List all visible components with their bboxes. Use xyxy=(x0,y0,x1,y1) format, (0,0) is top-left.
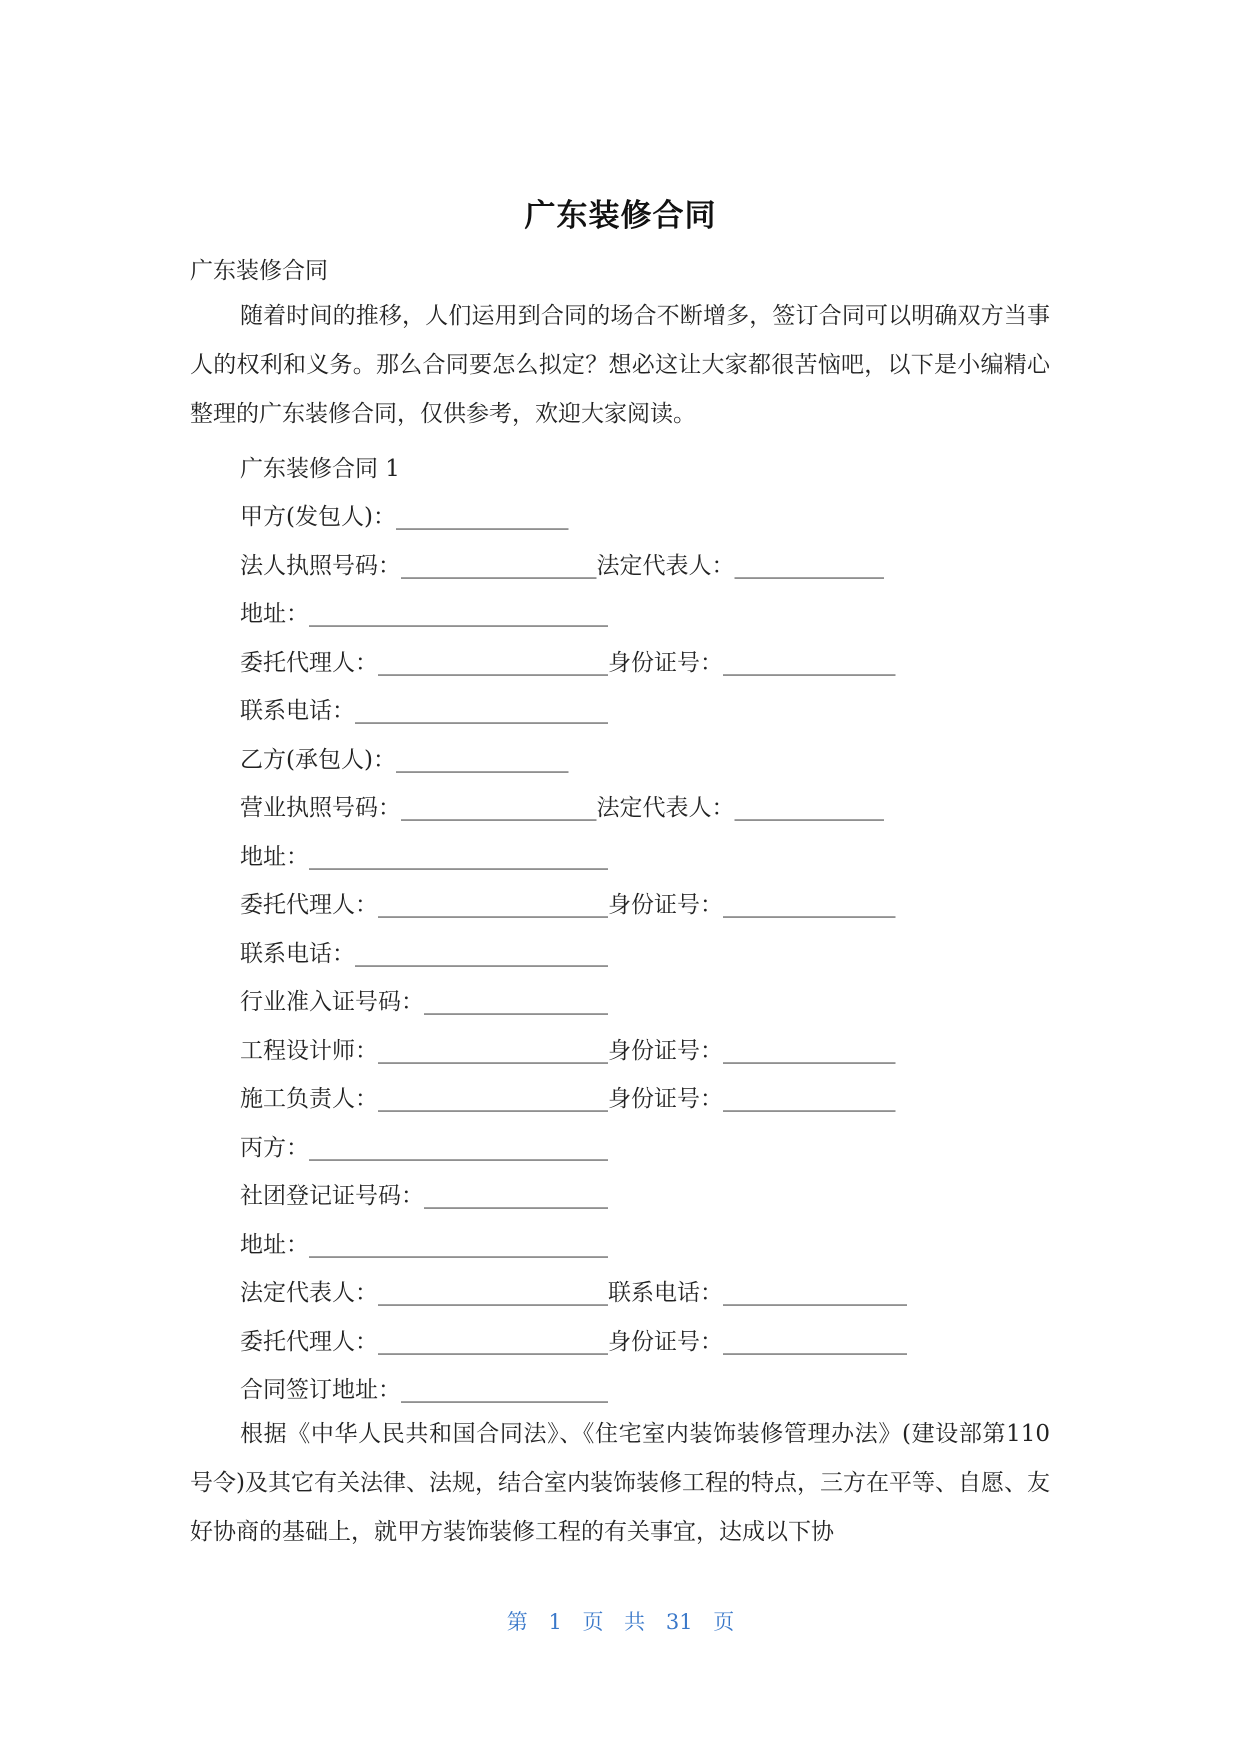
section-title: 广东装修合同 1 xyxy=(240,456,400,482)
field-line: 联系电话：______________________ xyxy=(240,698,608,724)
field-line: 合同签订地址：__________________ xyxy=(240,1377,608,1403)
field-line: 丙方：__________________________ xyxy=(240,1135,608,1161)
field-line: 地址：__________________________ xyxy=(240,844,608,870)
intro-paragraph: 随着时间的推移，人们运用到合同的场合不断增多，签订合同可以明确双方当事人的权利和义务。那么合同要怎么拟定？想必这让大家都很苦恼吧，以下是小编精心整理的广东装修合同，仅供参考，欢迎大家阅读。 xyxy=(190,303,1050,427)
page-footer: 第 1 页 共 31 页 xyxy=(506,1610,735,1634)
field-line: 社团登记证号码：________________ xyxy=(240,1183,608,1209)
field-line: 委托代理人：____________________身份证号：_______________ xyxy=(240,650,896,676)
field-line: 委托代理人：____________________身份证号：________________ xyxy=(240,1329,907,1355)
field-line: 施工负责人：____________________身份证号：_______________ xyxy=(240,1086,896,1112)
field-line: 联系电话：______________________ xyxy=(240,941,608,967)
field-line: 乙方(承包人)：_______________ xyxy=(240,747,569,773)
field-line: 营业执照号码：_________________法定代表人：_____________ xyxy=(240,795,884,821)
field-line: 甲方(发包人)：_______________ xyxy=(240,504,569,530)
field-line: 地址：__________________________ xyxy=(240,601,608,627)
field-line: 法定代表人：____________________联系电话：________________ xyxy=(240,1280,907,1306)
field-line: 工程设计师：____________________身份证号：_______________ xyxy=(240,1038,896,1064)
field-line: 法人执照号码：_________________法定代表人：_____________ xyxy=(240,553,884,579)
field-line: 地址：__________________________ xyxy=(240,1232,608,1258)
document-title: 广东装修合同 xyxy=(524,198,717,234)
subtitle: 广东装修合同 xyxy=(190,258,328,284)
field-line: 行业准入证号码：________________ xyxy=(240,989,608,1015)
closing-paragraph: 根据《中华人民共和国合同法》、《住宅室内装饰装修管理办法》(建设部第110号令)及其它有关法律、法规，结合室内装饰装修工程的特点，三方在平等、自愿、友好协商的基础上，就甲方装饰装修工程的有关事宜，达成以下协 xyxy=(190,1421,1050,1545)
field-line: 委托代理人：____________________身份证号：_______________ xyxy=(240,892,896,918)
